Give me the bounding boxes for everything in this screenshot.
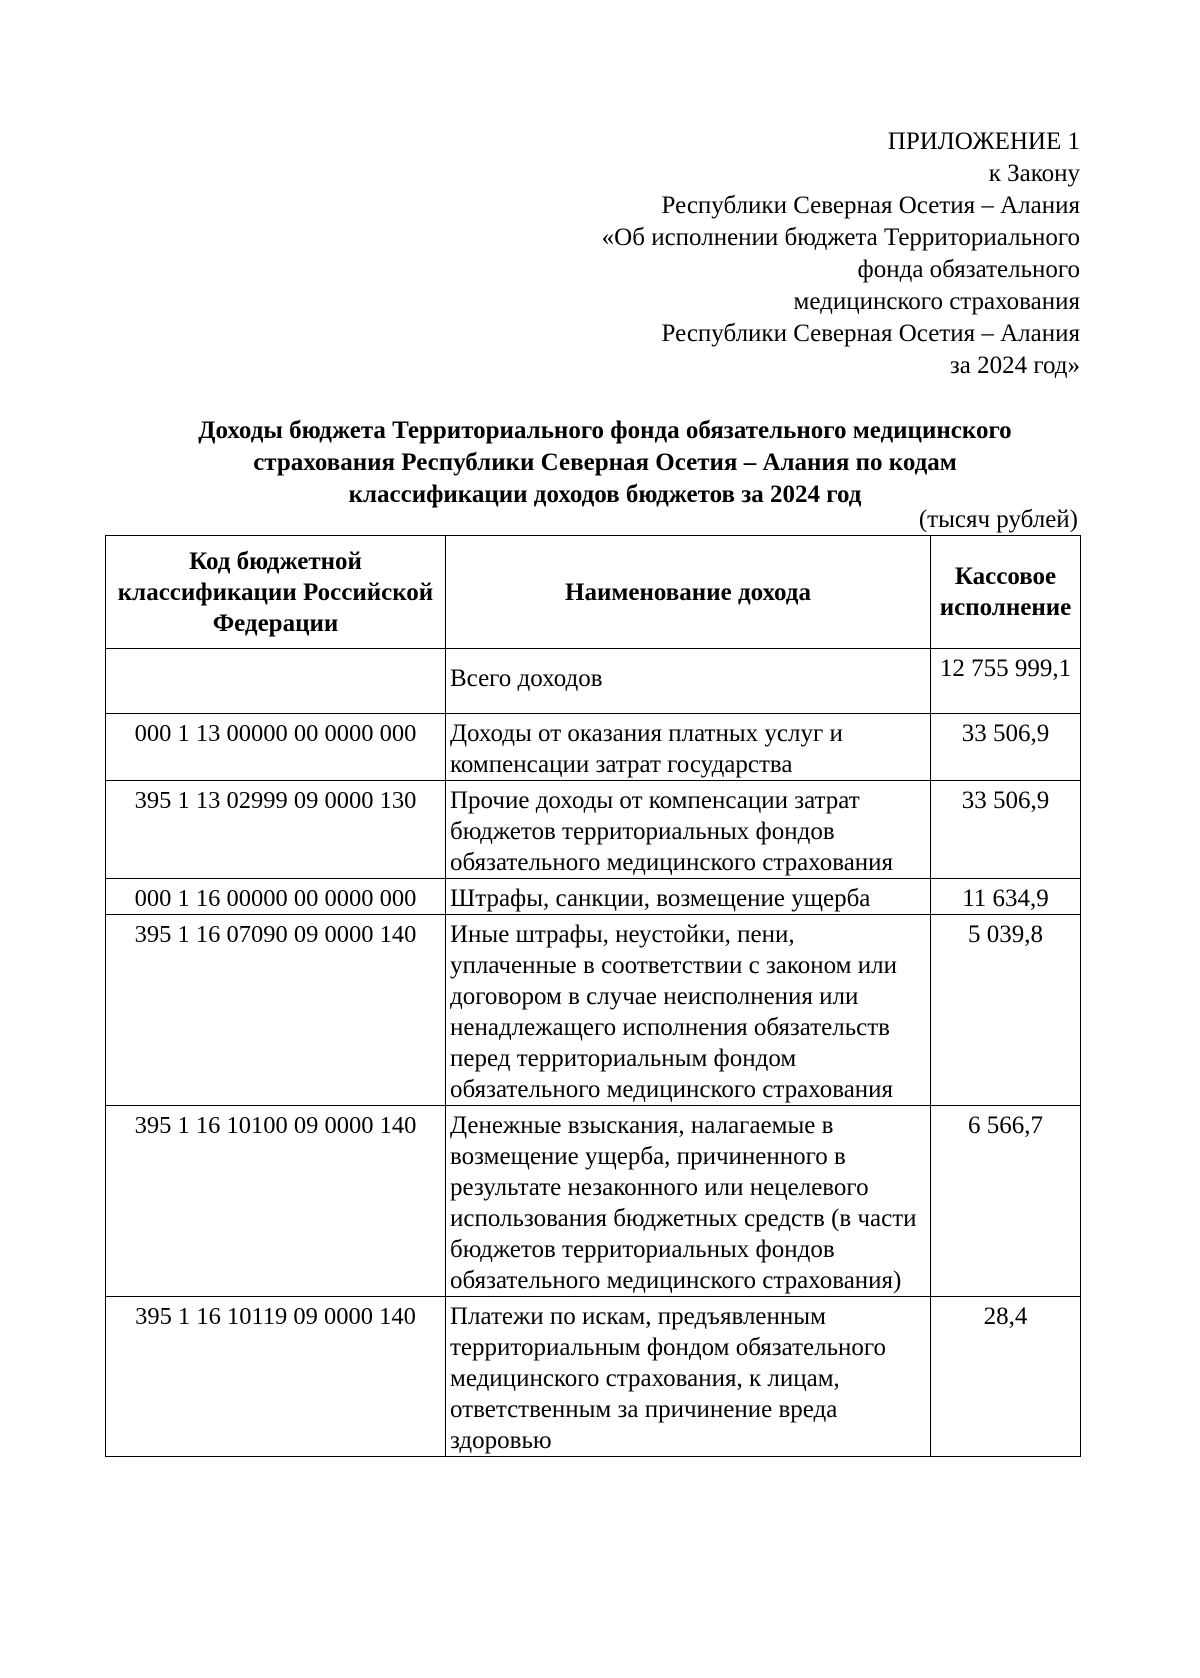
cell-sum: 28,4 (931, 1297, 1081, 1457)
cell-code: 395 1 13 02999 09 0000 130 (106, 781, 446, 879)
cell-code: 395 1 16 10100 09 0000 140 (106, 1106, 446, 1297)
cell-code: 000 1 13 00000 00 0000 000 (106, 714, 446, 781)
header-sum: Кассовое исполнение (931, 536, 1081, 649)
table-row (106, 879, 1081, 915)
header-name: Наименование дохода (446, 536, 931, 649)
table-row (106, 915, 1081, 1106)
cell-sum: 5 039,8 (931, 915, 1081, 1106)
appendix-line: за 2024 год» (949, 352, 1080, 379)
appendix-line: Республики Северная Осетия – Алания (661, 192, 1080, 219)
cell-code: 395 1 16 07090 09 0000 140 (106, 915, 446, 1106)
appendix-line: к Закону (988, 160, 1080, 187)
title-line: страхования Республики Северная Осетия – Алания по кодам (253, 449, 957, 476)
cell-sum: 11 634,9 (931, 879, 1081, 915)
title-line: Доходы бюджета Территориального фонда обязательного медицинского (198, 417, 1012, 444)
appendix-line: ПРИЛОЖЕНИЕ 1 (887, 128, 1080, 155)
table-row (106, 1297, 1081, 1457)
cell-name: Доходы от оказания платных услуг и компенсации затрат государства (446, 714, 931, 781)
table-row (106, 1106, 1081, 1297)
appendix-line: «Об исполнении бюджета Территориального (601, 224, 1080, 251)
appendix-block (480, 126, 1080, 382)
cell-name: Денежные взыскания, налагаемые в возмещение ущерба, причиненного в результате незаконного или нецелевого использования бюджетных средств (в части бюджетов территориальных фондов обязательного медицинского страхования) (446, 1106, 931, 1297)
cell-name: Прочие доходы от компенсации затрат бюджетов территориальных фондов обязательного медицинского страхования (446, 781, 931, 879)
cell-name: Штрафы, санкции, возмещение ущерба (446, 879, 931, 915)
cell-sum: 12 755 999,1 (931, 649, 1081, 714)
income-table (105, 535, 1081, 1457)
cell-name: Платежи по искам, предъявленным территориальным фондом обязательного медицинского страхования, к лицам, ответственным за причинение вреда здоровью (446, 1297, 931, 1457)
table-header-row (106, 536, 1081, 649)
cell-sum: 6 566,7 (931, 1106, 1081, 1297)
cell-code: 000 1 16 00000 00 0000 000 (106, 879, 446, 915)
appendix-line: медицинского страхования (793, 288, 1080, 315)
table-row (106, 714, 1081, 781)
title-line: классификации доходов бюджетов за 2024 год (348, 481, 862, 508)
cell-sum: 33 506,9 (931, 714, 1081, 781)
table-row (106, 649, 1081, 714)
cell-code: 395 1 16 10119 09 0000 140 (106, 1297, 446, 1457)
cell-name: Иные штрафы, неустойки, пени, уплаченные в соответствии с законом или договором в случае неисполнения или ненадлежащего исполнения обязательств перед территориальным фондом обязательного медицинского страхования (446, 915, 931, 1106)
units-label: (тысяч рублей) (918, 506, 1078, 533)
cell-code (106, 649, 446, 714)
table-row (106, 781, 1081, 879)
document-title (120, 415, 1090, 511)
appendix-line: фонда обязательного (857, 256, 1080, 283)
cell-name: Всего доходов (446, 649, 931, 714)
appendix-line: Республики Северная Осетия – Алания (661, 320, 1080, 347)
header-code: Код бюджетной классификации Российской Федерации (106, 536, 446, 649)
cell-sum: 33 506,9 (931, 781, 1081, 879)
